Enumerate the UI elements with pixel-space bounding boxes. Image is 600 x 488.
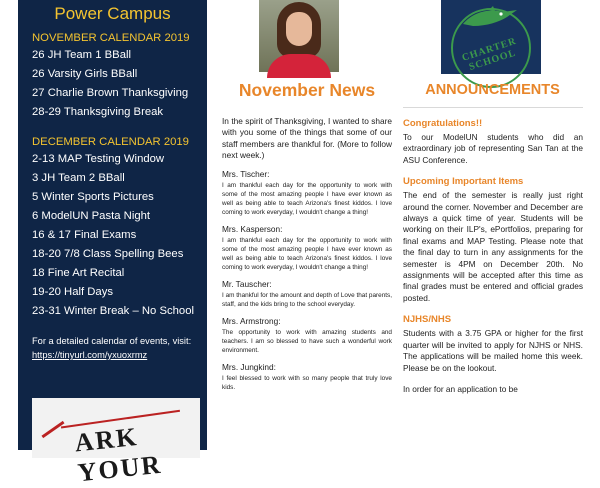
list-item: 3 JH Team 2 BBall: [32, 172, 125, 184]
news-intro: In the spirit of Thanksgiving, I wanted to share with you some of the things that some of our staff members are thankful for. (More to follow next week.): [222, 116, 392, 160]
staff-entry: [222, 169, 392, 217]
calendar-link[interactable]: https://tinyurl.com/yxuoxrmz: [32, 350, 148, 360]
list-item: 18 Fine Art Recital: [32, 267, 125, 279]
staff-entry: [222, 224, 392, 272]
list-item: 28-29 Thanksgiving Break: [32, 106, 164, 118]
list-item: 5 Winter Sports Pictures: [32, 191, 154, 203]
roadrunner-icon: [459, 6, 519, 32]
mark-your-calendar-image: [32, 398, 200, 488]
news-title: November News: [238, 80, 376, 100]
staff-quote: I am thankful for the amount and depth of Love that parents, staff, and the kids bring to the school everyday.: [222, 292, 392, 309]
list-item: 18-20 7/8 Class Spelling Bees: [32, 248, 184, 260]
news-column: [222, 116, 392, 399]
calendar-sidebar: [18, 0, 207, 488]
december-calendar-heading: DECEMBER CALENDAR 2019: [32, 136, 189, 148]
staff-entry: [222, 279, 392, 309]
list-item: 27 Charlie Brown Thanksgiving: [32, 87, 189, 99]
staff-entry: [222, 316, 392, 355]
staff-quote: I am thankful each day for the opportunity to work with some of the most amazing people I have ever known as well as being able to teach Arizona's finest kiddos. I love coming to work everyday, I wouldn't change a thing!: [222, 182, 392, 217]
staff-entry: [222, 362, 392, 392]
school-logo: [441, 0, 541, 74]
logo-lettering: CHARTER SCHOOL: [460, 35, 518, 74]
staff-quote: I feel blessed to work with so many people that truly love kids.: [222, 375, 392, 392]
list-item: 26 JH Team 1 BBall: [32, 49, 132, 61]
staff-name: Mrs. Armstrong:: [222, 316, 281, 327]
principal-photo: [259, 0, 339, 72]
november-calendar-heading: NOVEMBER CALENDAR 2019: [32, 32, 190, 44]
upcoming-heading: Upcoming Important Items: [403, 176, 524, 188]
december-calendar-list: [18, 150, 207, 321]
list-item: 6 ModelUN Pasta Night: [32, 210, 151, 222]
november-calendar-list: [18, 46, 207, 122]
announcements-title: ANNOUNCEMENTS: [425, 82, 560, 98]
list-item: 19-20 Half Days: [32, 286, 113, 298]
staff-name: Mrs. Kasperson:: [222, 224, 283, 235]
upcoming-text: The end of the semester is really just right around the corner. November and December are always a quick time of year. Students will be working on their ILP's, ePortfolios, preparing for final exams and MAP Testing. Please note that the final day to turn in any assignments for the semester is 4PM on December 20th. No assignments will be accepted after this time as final grades must be entered and official grades posted.: [403, 190, 583, 303]
image-lettering: ARK YOUR: [73, 421, 164, 488]
congrats-heading: Congratulations!!: [403, 118, 483, 129]
list-item: 16 & 17 Final Exams: [32, 229, 137, 241]
sidebar-title: Power Campus: [54, 4, 171, 23]
njhs-text: Students with a 3.75 GPA or higher for the first quarter will be invited to apply for NJHS or NHS. The applications will be mailed home this week. Please be on the lookout.: [403, 328, 583, 373]
application-text: In order for an application to be: [403, 383, 518, 394]
list-item: 26 Varsity Girls BBall: [32, 68, 138, 80]
congrats-text: To our ModelUN students who did an extraordinary job of representing San Tan at the ASU Conference.: [403, 132, 583, 165]
list-item: 2-13 MAP Testing Window: [32, 153, 165, 165]
announcements-column: [403, 118, 583, 405]
photo-face: [286, 12, 312, 46]
staff-quote: The opportunity to work with amazing students and teachers. I am so blessed to have such a wonderful work environment.: [222, 329, 392, 355]
staff-name: Mrs. Jungkind:: [222, 362, 276, 373]
calendar-note: For a detailed calendar of events, visit:: [32, 336, 192, 346]
list-item: 23-31 Winter Break – No School: [32, 305, 195, 317]
njhs-heading: NJHS/NHS: [403, 314, 452, 326]
staff-name: Mr. Tauscher:: [222, 279, 272, 290]
staff-name: Mrs. Tischer:: [222, 169, 270, 180]
staff-quote: I am thankful each day for the opportunity to work with some of the most amazing people I have ever known as well as being able to teach Arizona's finest kiddos. I love coming to work everyday, I wouldn't change a thing!: [222, 237, 392, 272]
divider: [403, 107, 583, 108]
